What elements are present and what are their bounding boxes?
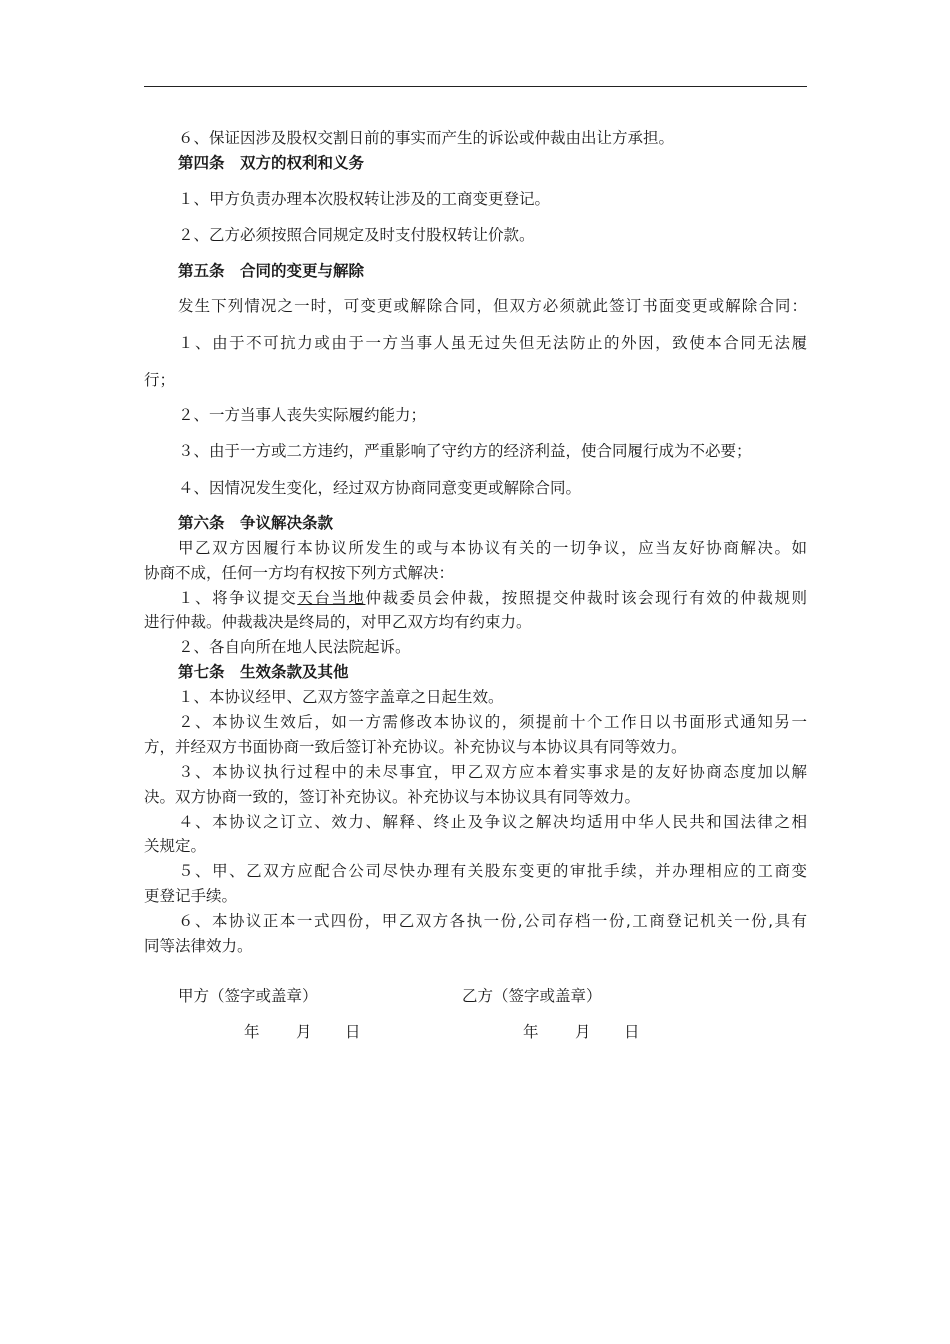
clause-line: 发生下列情况之一时，可变更或解除合同，但双方必须就此签订书面变更或解除合同： [178,297,807,315]
clause-line: 协商不成，任何一方均有权按下列方式解决： [144,564,455,582]
party-b-date-day: 日 [624,1023,640,1041]
party-a-date-month: 月 [296,1023,312,1041]
arbitration-line [178,587,807,609]
article-5-heading: 第五条 合同的变更与解除 [178,262,365,280]
header-rule [144,86,807,87]
clause-line: １、本协议经甲、乙双方签字盖章之日起生效。 [178,688,504,706]
article-4-heading: 第四条 双方的权利和义务 [178,154,365,172]
clause-line: ６、保证因涉及股权交割日前的事实而产生的诉讼或仲裁由出让方承担。 [178,129,675,147]
clause-line: 行； [144,371,176,389]
clause-line: ２、各自向所在地人民法院起诉。 [178,638,411,656]
clause-line: 决。双方协商一致的，签订补充协议。补充协议与本协议具有同等效力。 [144,788,641,806]
article-7-heading: 第七条 生效条款及其他 [178,663,349,681]
clause-line: ５、甲、乙双方应配合公司尽快办理有关股东变更的审批手续，并办理相应的工商变 [178,862,807,880]
clause-line: 进行仲裁。仲裁裁决是终局的，对甲乙双方均有约束力。 [144,613,532,631]
article-6-heading: 第六条 争议解决条款 [178,514,334,532]
party-a-date-year: 年 [244,1023,260,1041]
clause-line: ３、本协议执行过程中的未尽事宜，甲乙双方应本着实事求是的友好协商态度加以解 [178,763,807,781]
clause-line: 甲乙双方因履行本协议所发生的或与本协议有关的一切争议，应当友好协商解决。如 [178,539,807,557]
clause-line: 关规定。 [144,837,207,855]
clause-line: ４、因情况发生变化，经过双方协商同意变更或解除合同。 [178,479,582,497]
arbitration-text-before: １、将争议提交 [178,589,298,607]
arbitration-text-after: 仲裁委员会仲裁，按照提交仲裁时该会现行有效的仲裁规则 [365,589,807,607]
clause-line: 方，并经双方书面协商一致后签订补充协议。补充协议与本协议具有同等效力。 [144,738,687,756]
clause-line: ６、本协议正本一式四份，甲乙双方各执一份,公司存档一份,工商登记机关一份,具有 [178,912,807,930]
clause-line: ２、乙方必须按照合同规定及时支付股权转让价款。 [178,226,535,244]
clause-line: １、由于不可抗力或由于一方当事人虽无过失但无法防止的外因，致使本合同无法履 [178,334,807,352]
party-a-signature-label: 甲方（签字或盖章） [178,987,318,1005]
clause-line: 同等法律效力。 [144,937,253,955]
party-b-date-month: 月 [575,1023,591,1041]
party-a-date-day: 日 [345,1023,361,1041]
clause-line: ３、由于一方或二方违约，严重影响了守约方的经济利益，使合同履行成为不必要； [178,442,752,460]
party-b-date-year: 年 [523,1023,539,1041]
clause-line: ４、本协议之订立、效力、解释、终止及争议之解决均适用中华人民共和国法律之相 [178,813,807,831]
arbitration-place: 天台当地 [297,589,366,607]
party-b-signature-label: 乙方（签字或盖章） [462,987,602,1005]
clause-line: ２、本协议生效后，如一方需修改本协议的，须提前十个工作日以书面形式通知另一 [178,713,807,731]
clause-line: １、甲方负责办理本次股权转让涉及的工商变更登记。 [178,190,551,208]
clause-line: ２、一方当事人丧失实际履约能力； [178,406,427,424]
clause-line: 更登记手续。 [144,887,238,905]
